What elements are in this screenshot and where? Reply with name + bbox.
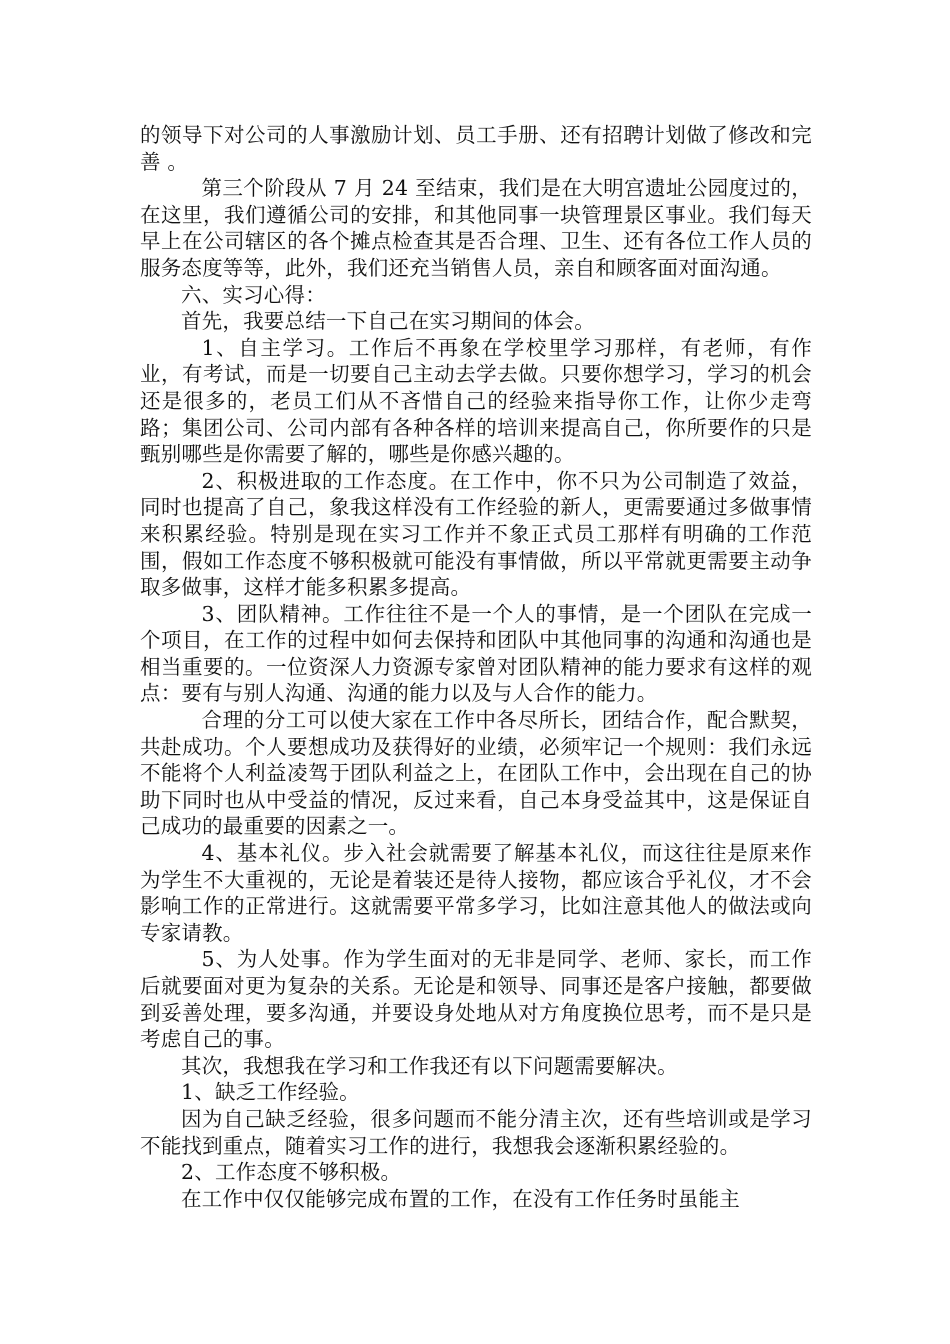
paragraph-summary-intro: 首先，我要总结一下自己在实习期间的体会。 xyxy=(181,309,595,334)
paragraph-division-of-labor: 合理的分工可以使大家在工作中各尽所长，团结合作，配合默契，共赴成功。个人要想成功及获得好的业绩，必须牢记一个规则：我们永远不能将个人利益凌驾于团队利益之上，在团队工作中，会出现在自己的协助下同时也从中受益的情况，反过来看，自己本身受益其中，这是保证自己成功的最重要的因素之一。 xyxy=(140,708,812,839)
document-body xyxy=(140,122,812,1212)
list-heading-attitude: 2、工作态度不够积极。 xyxy=(181,1160,402,1185)
paragraph-self-learning: 1、自主学习。工作后不再象在学校里学习那样，有老师，有作业，有考试，而是一切要自己主动去学去做。只要你想学习，学习的机会还是很多的，老员工们从不吝惜自己的经验来指导你工作，让你少走弯路；集团公司、公司内部有各种各样的培训来提高自己，你所要作的只是甄别哪些是你需要了解的，哪些是你感兴趣的。 xyxy=(140,335,812,467)
paragraph-attitude: 在工作中仅仅能够完成布置的工作，在没有工作任务时虽能主 xyxy=(181,1186,740,1211)
paragraph-third-stage: 第三个阶段从 7 月 24 至结束，我们是在大明宫遗址公园度过的，在这里，我们遵循公司的安排，和其他同事一块管理景区事业。我们每天早上在公司辖区的各个摊点检查其是否合理、卫生、还有各位工作人员的服务态度等等，此外，我们还充当销售人员，亲自和顾客面对面沟通。 xyxy=(140,176,812,280)
paragraph-problems-intro: 其次，我想我在学习和工作我还有以下问题需要解决。 xyxy=(181,1053,678,1078)
paragraph-proactive-attitude: 2、积极进取的工作态度。在工作中，你不只为公司制造了效益，同时也提高了自己，象我这样没有工作经验的新人，更需要通过多做事情来积累经验。特别是现在实习工作并不象正式员工那样有明确的工作范围，假如工作态度不够积极就可能没有事情做，所以平常就更需要主动争取多做事，这样才能多积累多提高。 xyxy=(140,468,812,600)
section-heading-internship-insights: 六、实习心得： xyxy=(181,282,326,307)
list-heading-lack-experience: 1、缺乏工作经验。 xyxy=(181,1080,360,1105)
paragraph-team-spirit: 3、团队精神。工作往往不是一个人的事情，是一个团队在完成一个项目，在工作的过程中如何去保持和团队中其他同事的沟通和沟通也是相当重要的。一位资深人力资源专家曾对团队精神的能力要求有这样的观点：要有与别人沟通、沟通的能力以及与人合作的能力。 xyxy=(140,601,812,706)
paragraph-lack-experience: 因为自己缺乏经验，很多问题而不能分清主次，还有些培训或是学习不能找到重点，随着实习工作的进行，我想我会逐渐积累经验的。 xyxy=(140,1106,812,1158)
paragraph-continuation: 的领导下对公司的人事激励计划、员工手册、还有招聘计划做了修改和完善 。 xyxy=(140,123,812,174)
paragraph-etiquette: 4、基本礼仪。步入社会就需要了解基本礼仪，而这往往是原来作为学生不大重视的，无论是着装还是待人接物，都应该合乎礼仪，才不会影响工作的正常进行。这就需要平常多学习，比如注意其他人的做法或向专家请教。 xyxy=(140,841,812,945)
paragraph-interpersonal: 5、为人处事。作为学生面对的无非是同学、老师、家长，而工作后就要面对更为复杂的关系。无论是和领导、同事还是客户接触，都要做到妥善处理，要多沟通，并要设身处地从对方角度换位思考，而不是只是考虑自己的事。 xyxy=(140,947,812,1052)
